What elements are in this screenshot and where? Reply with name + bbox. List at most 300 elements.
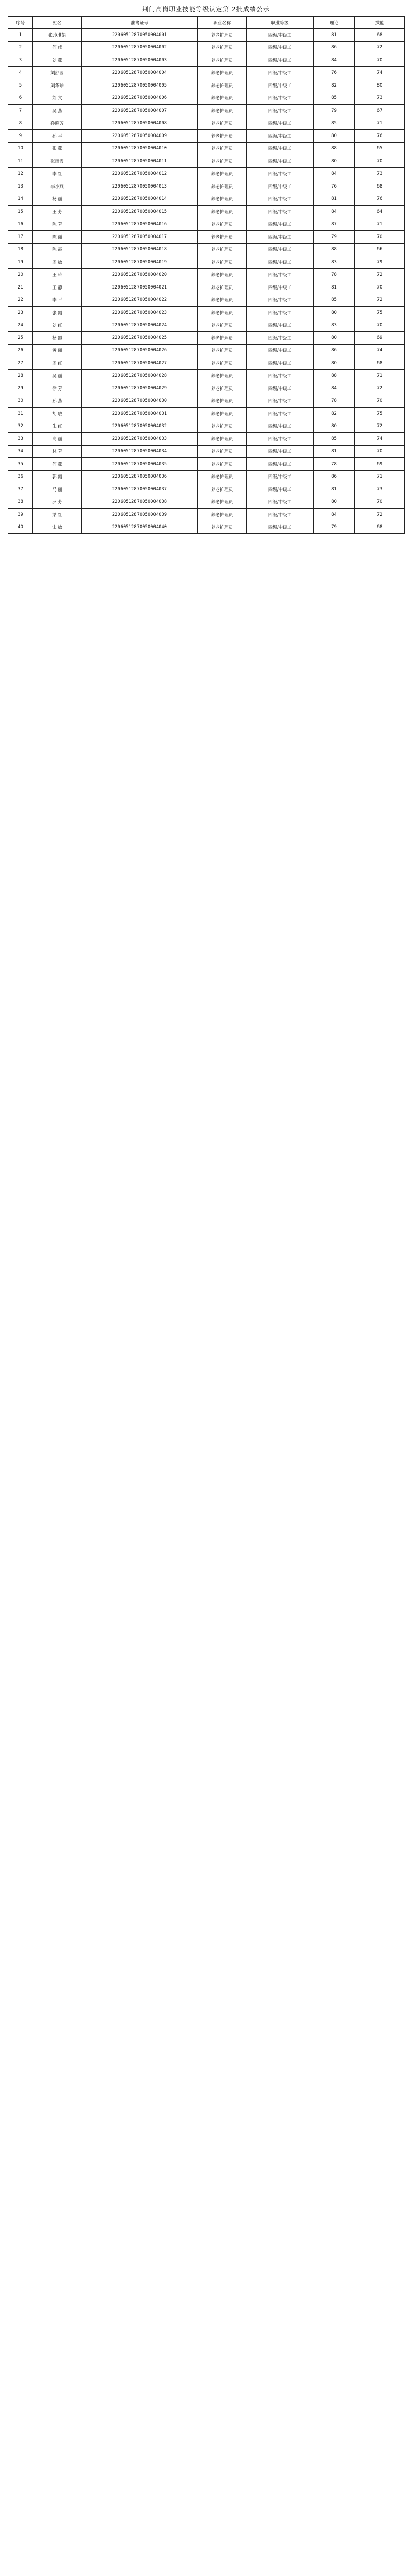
level-cell: 四级/中级工: [247, 294, 314, 307]
name-cell: 吴 丽: [33, 369, 82, 382]
skill-score-cell: 70: [355, 281, 405, 294]
ticket-number-cell: 22060512870050004017: [82, 231, 198, 244]
level-cell: 四级/中级工: [247, 92, 314, 105]
name-cell: 王 芳: [33, 206, 82, 218]
skill-score-cell: 69: [355, 458, 405, 471]
table-row: [8, 193, 405, 206]
table-row: [8, 92, 405, 105]
number-cell: 18: [8, 243, 33, 256]
table-row: [8, 509, 405, 521]
number-cell: 10: [8, 142, 33, 155]
skill-score-cell: 70: [355, 155, 405, 168]
number-cell: 2: [8, 41, 33, 54]
ticket-number-cell: 22060512870050004019: [82, 256, 198, 269]
occupation-cell: 养老护理员: [198, 357, 247, 370]
theory-score-cell: 79: [314, 231, 355, 244]
occupation-cell: 养老护理员: [198, 408, 247, 420]
occupation-cell: 养老护理员: [198, 420, 247, 433]
name-cell: 王 玲: [33, 268, 82, 281]
level-cell: 四级/中级工: [247, 382, 314, 395]
ticket-number-cell: 22060512870050004013: [82, 180, 198, 193]
ticket-number-cell: 22060512870050004002: [82, 41, 198, 54]
skill-score-cell: 65: [355, 142, 405, 155]
level-cell: 四级/中级工: [247, 180, 314, 193]
name-cell: 刘 燕: [33, 54, 82, 67]
ticket-number-cell: 22060512870050004039: [82, 509, 198, 521]
level-cell: 四级/中级工: [247, 142, 314, 155]
occupation-cell: 养老护理员: [198, 433, 247, 446]
level-cell: 四级/中级工: [247, 458, 314, 471]
ticket-number-cell: 22060512870050004001: [82, 29, 198, 42]
theory-score-cell: 79: [314, 105, 355, 117]
skill-score-cell: 68: [355, 521, 405, 534]
level-cell: 四级/中级工: [247, 445, 314, 458]
table-row: [8, 54, 405, 67]
level-cell: 四级/中级工: [247, 256, 314, 269]
skill-score-cell: 80: [355, 79, 405, 92]
level-cell: 四级/中级工: [247, 155, 314, 168]
theory-score-cell: 80: [314, 130, 355, 143]
theory-score-cell: 76: [314, 66, 355, 79]
number-cell: 39: [8, 509, 33, 521]
theory-score-cell: 81: [314, 281, 355, 294]
table-row: [8, 307, 405, 319]
ticket-number-cell: 22060512870050004035: [82, 458, 198, 471]
number-cell: 4: [8, 66, 33, 79]
name-cell: 朱 红: [33, 420, 82, 433]
document-title: 荆门高岗职业技能等级认定第 2批成绩公示: [142, 6, 270, 13]
occupation-cell: 养老护理员: [198, 521, 247, 534]
theory-score-cell: 85: [314, 92, 355, 105]
table-row: [8, 206, 405, 218]
name-cell: 林 芳: [33, 445, 82, 458]
level-cell: 四级/中级工: [247, 66, 314, 79]
table-row: [8, 294, 405, 307]
number-cell: 34: [8, 445, 33, 458]
skill-score-cell: 75: [355, 408, 405, 420]
occupation-cell: 养老护理员: [198, 41, 247, 54]
level-cell: 四级/中级工: [247, 79, 314, 92]
number-cell: 13: [8, 180, 33, 193]
number-cell: 35: [8, 458, 33, 471]
ticket-number-cell: 22060512870050004009: [82, 130, 198, 143]
theory-score-cell: 80: [314, 332, 355, 345]
name-cell: 张 燕: [33, 142, 82, 155]
ticket-number-cell: 22060512870050004018: [82, 243, 198, 256]
ticket-number-cell: 22060512870050004038: [82, 496, 198, 509]
level-cell: 四级/中级工: [247, 433, 314, 446]
name-cell: 孙 燕: [33, 395, 82, 408]
skill-score-cell: 69: [355, 332, 405, 345]
name-cell: 王 静: [33, 281, 82, 294]
table-row: [8, 281, 405, 294]
number-cell: 12: [8, 167, 33, 180]
name-cell: 李 平: [33, 294, 82, 307]
ticket-number-cell: 22060512870050004015: [82, 206, 198, 218]
occupation-cell: 养老护理员: [198, 307, 247, 319]
number-cell: 36: [8, 470, 33, 483]
ticket-number-cell: 22060512870050004026: [82, 344, 198, 357]
skill-score-cell: 72: [355, 268, 405, 281]
ticket-number-cell: 22060512870050004031: [82, 408, 198, 420]
skill-score-cell: 70: [355, 445, 405, 458]
level-cell: 四级/中级工: [247, 509, 314, 521]
level-cell: 四级/中级工: [247, 357, 314, 370]
table-row: [8, 66, 405, 79]
name-cell: 刘 文: [33, 92, 82, 105]
name-cell: 周 敏: [33, 256, 82, 269]
occupation-cell: 养老护理员: [198, 130, 247, 143]
level-cell: 四级/中级工: [247, 332, 314, 345]
number-cell: 21: [8, 281, 33, 294]
level-cell: 四级/中级工: [247, 105, 314, 117]
theory-score-cell: 87: [314, 218, 355, 231]
number-cell: 31: [8, 408, 33, 420]
ticket-number-cell: 22060512870050004022: [82, 294, 198, 307]
ticket-number-cell: 22060512870050004027: [82, 357, 198, 370]
name-cell: 周 红: [33, 357, 82, 370]
ticket-number-cell: 22060512870050004036: [82, 470, 198, 483]
table-row: [8, 332, 405, 345]
occupation-cell: 养老护理员: [198, 117, 247, 130]
occupation-cell: 养老护理员: [198, 294, 247, 307]
table-header-row: [8, 17, 405, 29]
skill-score-cell: 76: [355, 130, 405, 143]
theory-score-cell: 84: [314, 167, 355, 180]
occupation-cell: 养老护理员: [198, 66, 247, 79]
skill-score-cell: 72: [355, 420, 405, 433]
level-cell: 四级/中级工: [247, 29, 314, 42]
table-row: [8, 408, 405, 420]
ticket-number-cell: 22060512870050004030: [82, 395, 198, 408]
skill-score-cell: 79: [355, 256, 405, 269]
theory-score-cell: 80: [314, 420, 355, 433]
ticket-number-cell: 22060512870050004007: [82, 105, 198, 117]
occupation-cell: 养老护理员: [198, 369, 247, 382]
ticket-number-cell: 22060512870050004003: [82, 54, 198, 67]
table-body: [8, 29, 405, 534]
occupation-cell: 养老护理员: [198, 29, 247, 42]
number-cell: 33: [8, 433, 33, 446]
name-cell: 郭 霞: [33, 470, 82, 483]
skill-score-cell: 64: [355, 206, 405, 218]
level-cell: 四级/中级工: [247, 521, 314, 534]
table-row: [8, 470, 405, 483]
occupation-cell: 养老护理员: [198, 167, 247, 180]
theory-score-cell: 80: [314, 357, 355, 370]
ticket-number-cell: 22060512870050004016: [82, 218, 198, 231]
theory-score-cell: 83: [314, 319, 355, 332]
name-cell: 杨 丽: [33, 193, 82, 206]
ticket-number-cell: 22060512870050004023: [82, 307, 198, 319]
name-cell: 陈 丽: [33, 231, 82, 244]
table-row: [8, 433, 405, 446]
occupation-cell: 养老护理员: [198, 268, 247, 281]
name-cell: 陈 霞: [33, 243, 82, 256]
number-cell: 11: [8, 155, 33, 168]
number-cell: 32: [8, 420, 33, 433]
occupation-cell: 养老护理员: [198, 496, 247, 509]
skill-score-cell: 73: [355, 92, 405, 105]
theory-score-cell: 88: [314, 142, 355, 155]
occupation-cell: 养老护理员: [198, 344, 247, 357]
theory-score-cell: 80: [314, 496, 355, 509]
theory-score-cell: 85: [314, 433, 355, 446]
level-cell: 四级/中级工: [247, 268, 314, 281]
number-cell: 30: [8, 395, 33, 408]
skill-score-cell: 70: [355, 231, 405, 244]
header-cell-level: 职业等级: [247, 17, 314, 29]
name-cell: 徐 芳: [33, 382, 82, 395]
table-row: [8, 496, 405, 509]
ticket-number-cell: 22060512870050004008: [82, 117, 198, 130]
level-cell: 四级/中级工: [247, 319, 314, 332]
skill-score-cell: 67: [355, 105, 405, 117]
level-cell: 四级/中级工: [247, 193, 314, 206]
table-row: [8, 243, 405, 256]
level-cell: 四级/中级工: [247, 117, 314, 130]
skill-score-cell: 73: [355, 167, 405, 180]
skill-score-cell: 68: [355, 357, 405, 370]
ticket-number-cell: 22060512870050004025: [82, 332, 198, 345]
skill-score-cell: 74: [355, 433, 405, 446]
name-cell: 胡 敏: [33, 408, 82, 420]
occupation-cell: 养老护理员: [198, 332, 247, 345]
table-row: [8, 268, 405, 281]
table-row: [8, 445, 405, 458]
theory-score-cell: 88: [314, 243, 355, 256]
name-cell: 宋 敏: [33, 521, 82, 534]
occupation-cell: 养老护理员: [198, 231, 247, 244]
number-cell: 16: [8, 218, 33, 231]
ticket-number-cell: 22060512870050004033: [82, 433, 198, 446]
table-row: [8, 231, 405, 244]
table-row: [8, 105, 405, 117]
occupation-cell: 养老护理员: [198, 54, 247, 67]
theory-score-cell: 81: [314, 445, 355, 458]
table-row: [8, 79, 405, 92]
occupation-cell: 养老护理员: [198, 256, 247, 269]
number-cell: 28: [8, 369, 33, 382]
name-cell: 何 咸: [33, 41, 82, 54]
occupation-cell: 养老护理员: [198, 79, 247, 92]
ticket-number-cell: 22060512870050004005: [82, 79, 198, 92]
header-cell-skill-score: 技能: [355, 17, 405, 29]
ticket-number-cell: 22060512870050004020: [82, 268, 198, 281]
skill-score-cell: 70: [355, 319, 405, 332]
occupation-cell: 养老护理员: [198, 319, 247, 332]
skill-score-cell: 71: [355, 470, 405, 483]
theory-score-cell: 84: [314, 382, 355, 395]
theory-score-cell: 81: [314, 29, 355, 42]
theory-score-cell: 88: [314, 369, 355, 382]
occupation-cell: 养老护理员: [198, 395, 247, 408]
occupation-cell: 养老护理员: [198, 509, 247, 521]
occupation-cell: 养老护理员: [198, 218, 247, 231]
number-cell: 38: [8, 496, 33, 509]
occupation-cell: 养老护理员: [198, 142, 247, 155]
occupation-cell: 养老护理员: [198, 470, 247, 483]
skill-score-cell: 71: [355, 369, 405, 382]
ticket-number-cell: 22060512870050004037: [82, 483, 198, 496]
table-row: [8, 142, 405, 155]
ticket-number-cell: 22060512870050004021: [82, 281, 198, 294]
skill-score-cell: 70: [355, 395, 405, 408]
ticket-number-cell: 22060512870050004034: [82, 445, 198, 458]
level-cell: 四级/中级工: [247, 307, 314, 319]
name-cell: 陈 芳: [33, 218, 82, 231]
occupation-cell: 养老护理员: [198, 458, 247, 471]
name-cell: 何 燕: [33, 458, 82, 471]
level-cell: 四级/中级工: [247, 281, 314, 294]
table-row: [8, 29, 405, 42]
table-row: [8, 41, 405, 54]
level-cell: 四级/中级工: [247, 408, 314, 420]
skill-score-cell: 70: [355, 496, 405, 509]
theory-score-cell: 80: [314, 155, 355, 168]
table-row: [8, 256, 405, 269]
theory-score-cell: 82: [314, 79, 355, 92]
ticket-number-cell: 22060512870050004011: [82, 155, 198, 168]
table-row: [8, 167, 405, 180]
table-row: [8, 344, 405, 357]
theory-score-cell: 84: [314, 206, 355, 218]
name-cell: 梁 红: [33, 509, 82, 521]
skill-score-cell: 76: [355, 193, 405, 206]
occupation-cell: 养老护理员: [198, 483, 247, 496]
skill-score-cell: 70: [355, 54, 405, 67]
number-cell: 37: [8, 483, 33, 496]
ticket-number-cell: 22060512870050004024: [82, 319, 198, 332]
table-row: [8, 458, 405, 471]
number-cell: 5: [8, 79, 33, 92]
theory-score-cell: 80: [314, 307, 355, 319]
occupation-cell: 养老护理员: [198, 243, 247, 256]
skill-score-cell: 72: [355, 294, 405, 307]
theory-score-cell: 86: [314, 470, 355, 483]
occupation-cell: 养老护理员: [198, 105, 247, 117]
number-cell: 23: [8, 307, 33, 319]
table-row: [8, 357, 405, 370]
page: [0, 0, 412, 534]
skill-score-cell: 74: [355, 344, 405, 357]
skill-score-cell: 71: [355, 218, 405, 231]
ticket-number-cell: 22060512870050004029: [82, 382, 198, 395]
level-cell: 四级/中级工: [247, 496, 314, 509]
level-cell: 四级/中级工: [247, 206, 314, 218]
number-cell: 17: [8, 231, 33, 244]
header-cell-name: 姓名: [33, 17, 82, 29]
table-row: [8, 395, 405, 408]
skill-score-cell: 72: [355, 382, 405, 395]
number-cell: 14: [8, 193, 33, 206]
level-cell: 四级/中级工: [247, 420, 314, 433]
name-cell: 孙 平: [33, 130, 82, 143]
level-cell: 四级/中级工: [247, 218, 314, 231]
number-cell: 6: [8, 92, 33, 105]
header-cell-number: 序号: [8, 17, 33, 29]
theory-score-cell: 84: [314, 54, 355, 67]
number-cell: 22: [8, 294, 33, 307]
name-cell: 刘舒园: [33, 66, 82, 79]
ticket-number-cell: 22060512870050004028: [82, 369, 198, 382]
table-row: [8, 130, 405, 143]
level-cell: 四级/中级工: [247, 369, 314, 382]
skill-score-cell: 68: [355, 180, 405, 193]
number-cell: 1: [8, 29, 33, 42]
ticket-number-cell: 22060512870050004014: [82, 193, 198, 206]
level-cell: 四级/中级工: [247, 167, 314, 180]
theory-score-cell: 83: [314, 256, 355, 269]
occupation-cell: 养老护理员: [198, 180, 247, 193]
level-cell: 四级/中级工: [247, 41, 314, 54]
name-cell: 孙晓芳: [33, 117, 82, 130]
theory-score-cell: 79: [314, 521, 355, 534]
occupation-cell: 养老护理员: [198, 155, 247, 168]
table-row: [8, 180, 405, 193]
name-cell: 杨 霞: [33, 332, 82, 345]
name-cell: 李小燕: [33, 180, 82, 193]
ticket-number-cell: 22060512870050004040: [82, 521, 198, 534]
number-cell: 29: [8, 382, 33, 395]
number-cell: 9: [8, 130, 33, 143]
occupation-cell: 养老护理员: [198, 382, 247, 395]
table-row: [8, 218, 405, 231]
theory-score-cell: 78: [314, 458, 355, 471]
number-cell: 27: [8, 357, 33, 370]
table-row: [8, 369, 405, 382]
skill-score-cell: 73: [355, 483, 405, 496]
level-cell: 四级/中级工: [247, 231, 314, 244]
number-cell: 19: [8, 256, 33, 269]
theory-score-cell: 86: [314, 41, 355, 54]
header-cell-ticket-number: 准考证号: [82, 17, 198, 29]
skill-score-cell: 71: [355, 117, 405, 130]
skill-score-cell: 68: [355, 29, 405, 42]
header-cell-occupation: 职业名称: [198, 17, 247, 29]
number-cell: 7: [8, 105, 33, 117]
number-cell: 15: [8, 206, 33, 218]
table-row: [8, 483, 405, 496]
number-cell: 20: [8, 268, 33, 281]
theory-score-cell: 82: [314, 408, 355, 420]
table-row: [8, 117, 405, 130]
skill-score-cell: 72: [355, 41, 405, 54]
theory-score-cell: 81: [314, 483, 355, 496]
level-cell: 四级/中级工: [247, 470, 314, 483]
table-row: [8, 382, 405, 395]
occupation-cell: 养老护理员: [198, 206, 247, 218]
skill-score-cell: 74: [355, 66, 405, 79]
name-cell: 罗 芳: [33, 496, 82, 509]
level-cell: 四级/中级工: [247, 483, 314, 496]
number-cell: 8: [8, 117, 33, 130]
occupation-cell: 养老护理员: [198, 281, 247, 294]
theory-score-cell: 85: [314, 117, 355, 130]
name-cell: 张雨霞: [33, 155, 82, 168]
number-cell: 3: [8, 54, 33, 67]
level-cell: 四级/中级工: [247, 395, 314, 408]
number-cell: 26: [8, 344, 33, 357]
theory-score-cell: 78: [314, 268, 355, 281]
theory-score-cell: 86: [314, 344, 355, 357]
ticket-number-cell: 22060512870050004012: [82, 167, 198, 180]
header-cell-theory-score: 理论: [314, 17, 355, 29]
skill-score-cell: 75: [355, 307, 405, 319]
name-cell: 高 丽: [33, 433, 82, 446]
table-row: [8, 155, 405, 168]
occupation-cell: 养老护理员: [198, 193, 247, 206]
